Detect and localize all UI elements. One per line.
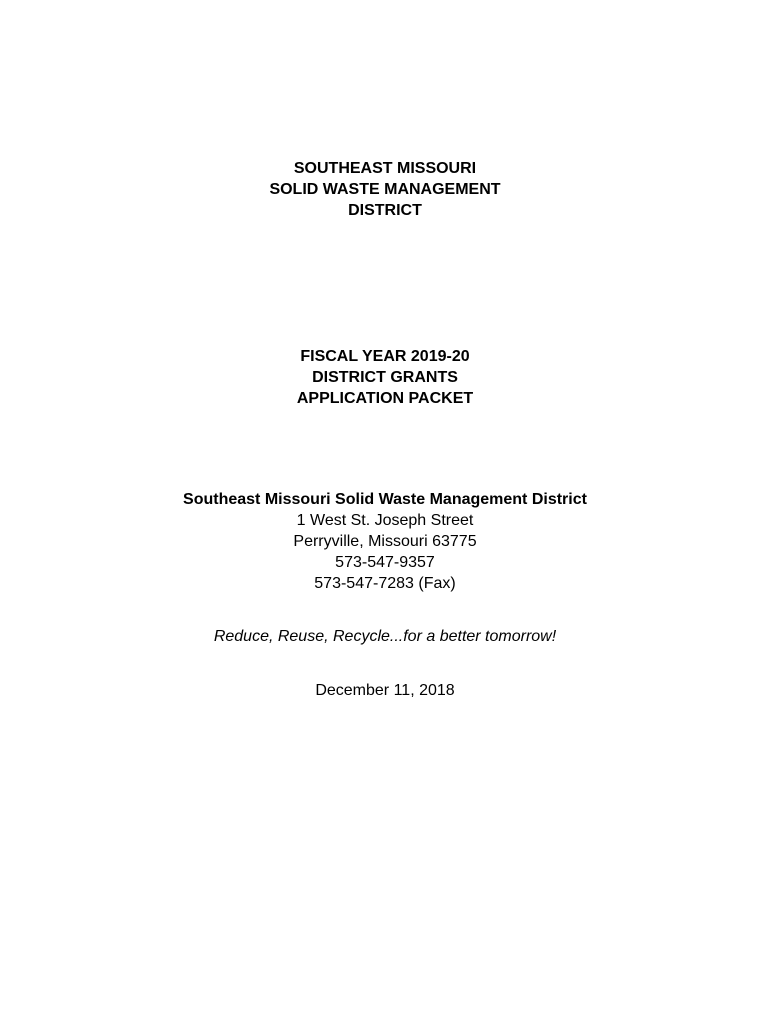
organization-name: Southeast Missouri Solid Waste Management District xyxy=(183,491,587,508)
packet-subtitle xyxy=(0,346,770,409)
contact-info xyxy=(0,489,770,594)
title-line-2: SOLID WASTE MANAGEMENT xyxy=(269,181,501,198)
phone-number: 573-547-9357 xyxy=(335,554,435,571)
fax-number: 573-547-7283 (Fax) xyxy=(314,575,456,592)
street-address: 1 West St. Joseph Street xyxy=(296,512,474,529)
date-text: December 11, 2018 xyxy=(315,682,455,699)
title-line-3: DISTRICT xyxy=(348,202,422,219)
title-line-1: SOUTHEAST MISSOURI xyxy=(293,160,477,177)
city-state-zip: Perryville, Missouri 63775 xyxy=(293,533,477,550)
motto-text: Reduce, Reuse, Recycle...for a better tomorrow! xyxy=(213,628,557,645)
subtitle-line-1: FISCAL YEAR 2019-20 xyxy=(300,348,470,365)
subtitle-line-2: DISTRICT GRANTS xyxy=(312,369,458,386)
district-title xyxy=(0,158,770,221)
document-date xyxy=(0,680,770,701)
subtitle-line-3: APPLICATION PACKET xyxy=(296,390,474,407)
motto xyxy=(0,626,770,647)
